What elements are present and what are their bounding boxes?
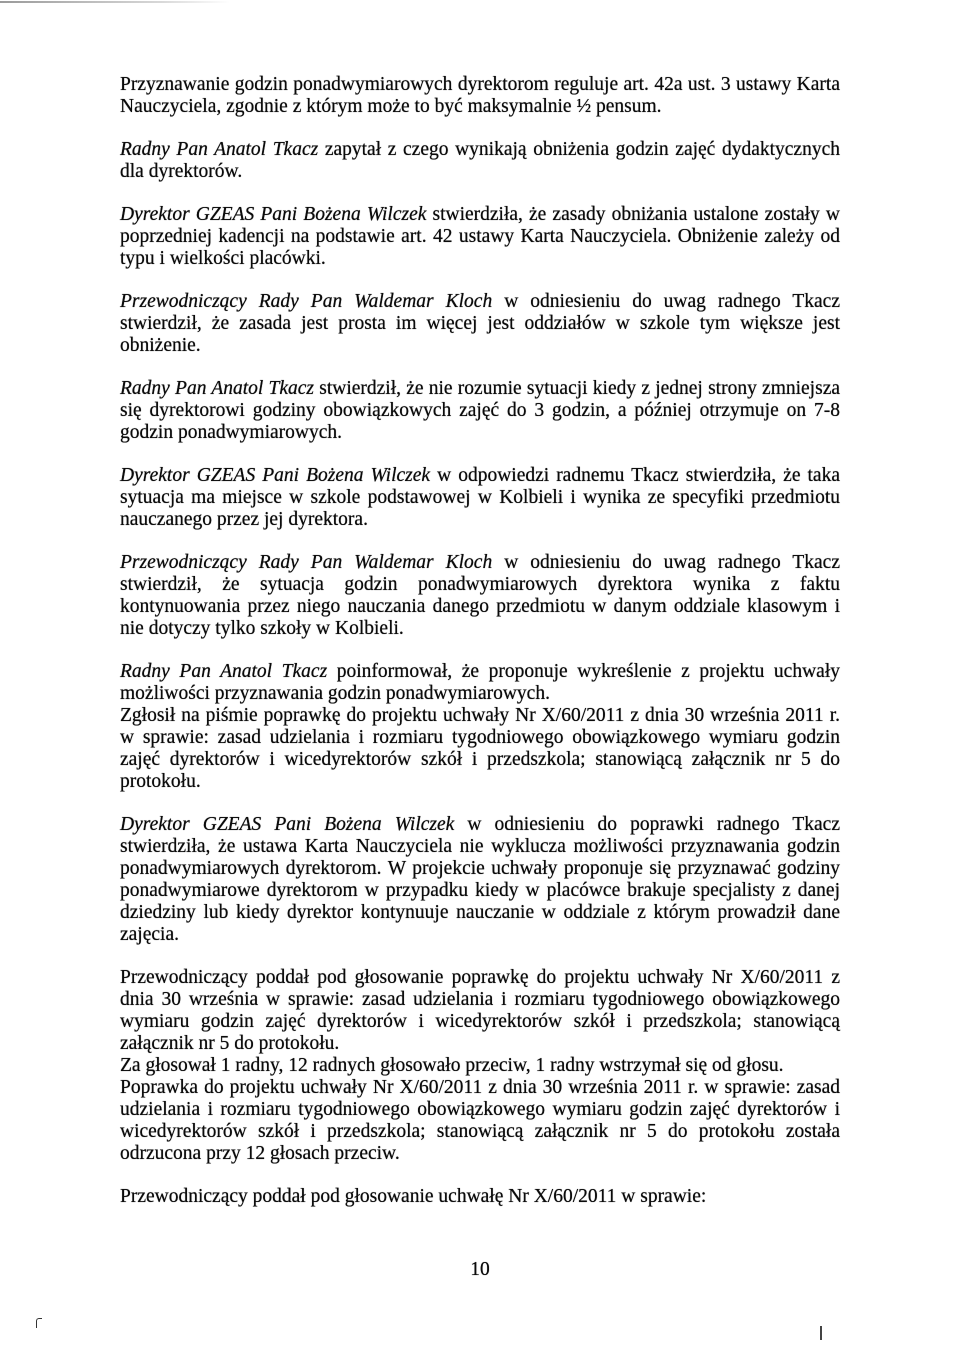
- paragraph: [120, 814, 840, 946]
- paragraph-text: Przyznawanie godzin ponadwymiarowych dyrektorom reguluje art. 42a ust. 3 ustawy Karta Nauczyciela, zgodnie z którym może to być maksymalnie ½ pensum.: [120, 74, 840, 117]
- paragraph: [120, 291, 840, 357]
- page-number: 10: [470, 1259, 490, 1280]
- paragraph: [120, 552, 840, 640]
- paragraph-text: stwierdziła, że zasady obniżania ustalone zostały w poprzedniej kadencji na podstawie art. 42 ustawy Karta Nauczyciela. Obniżenie zależy od typu i wielkości placówki.: [120, 204, 840, 269]
- vote-outcome: Poprawka do projektu uchwały Nr X/60/2011 z dnia 30 września 2011 r. w sprawie: zasad udzielania i rozmiaru tygodniowego obowiązkowego wymiaru godzin zajęć dyrektorów i wicedyrektorów szkół i przedszkola; stanowiącą załącznik nr 5 do protokołu została odrzucona przy 12 głosach przeciw.: [120, 1077, 840, 1164]
- paragraph: [120, 139, 840, 183]
- paragraph: [120, 74, 840, 118]
- speaker-name: Radny Pan Anatol Tkacz: [120, 139, 319, 160]
- paragraph-text: Przewodniczący poddał pod głosowanie uchwałę Nr X/60/2011 w sprawie:: [120, 1186, 707, 1207]
- paragraph-text: poinformował, że proponuje wykreślenie z projektu uchwały możliwości przyznawania godzin ponadwymiarowych.: [120, 661, 840, 704]
- scan-mark: [36, 1318, 42, 1328]
- paragraph: [120, 465, 840, 531]
- speaker-name: Dyrektor GZEAS Pani Bożena Wilczek: [120, 465, 431, 486]
- amendment-submission: Zgłosił na piśmie poprawkę do projektu uchwały Nr X/60/2011 z dnia 30 września 2011 r. w sprawie: zasad udzielania i rozmiaru tygodniowego obowiązkowego wymiaru godzin zajęć dyrektorów i wicedyrektorów szkół i przedszkola; stanowiącą załącznik nr 5 do protokołu.: [120, 705, 840, 792]
- paragraph-text: Przewodniczący poddał pod głosowanie poprawkę do projektu uchwały Nr X/60/2011 z dnia 30 września w sprawie: zasad udzielania i rozmiaru tygodniowego obowiązkowego wymiaru godzin zajęć dyrektorów i wicedyrektorów szkół i przedszkola; stanowiącą załącznik nr 5 do protokołu.: [120, 967, 840, 1054]
- paragraph-text: w odniesieniu do poprawki radnego Tkacz stwierdziła, że ustawa Karta Nauczyciela nie wyklucza możliwości przyznawania godzin ponadwymiarowych dyrektorom. W projekcie uchwały proponuje się przyznawać godziny ponadwymiarowe dyrektorom w przypadku kiedy w placówce brakuje specjalisty z danej dziedziny lub kiedy dyrektor kontynuuje nauczanie w oddziale z którym prowadził dane zajęcia.: [120, 814, 840, 945]
- vote-result: Za głosował 1 radny, 12 radnych głosowało przeciw, 1 radny wstrzymał się od głosu.: [120, 1055, 784, 1076]
- speaker-name: Radny Pan Anatol Tkacz: [120, 661, 328, 682]
- paragraph-text: w odpowiedzi radnemu Tkacz stwierdziła, że taka sytuacja ma miejsce w szkole podstawowej w Kolbieli i wynika ze specyfiki przedmiotu nauczanego przez jej dyrektora.: [120, 465, 840, 530]
- paragraph: [120, 378, 840, 444]
- speaker-name: Radny Pan Anatol Tkacz: [120, 378, 315, 399]
- paragraph-text: w odniesieniu do uwag radnego Tkacz stwierdził, że zasada jest prosta im więcej jest oddziałów w szkole tym większe jest obniżenie.: [120, 291, 840, 356]
- speaker-name: Dyrektor GZEAS Pani Bożena Wilczek: [120, 814, 455, 835]
- paragraph: [120, 204, 840, 270]
- scan-edge-mark: [0, 1, 230, 3]
- scan-mark: [820, 1326, 822, 1340]
- paragraph-text: zapytał z czego wynikają obniżenia godzin zajęć dydaktycznych dla dyrektorów.: [120, 139, 840, 182]
- paragraph: [120, 661, 840, 793]
- paragraph: [120, 1186, 840, 1208]
- speaker-name: Przewodniczący Rady Pan Waldemar Kloch: [120, 291, 493, 312]
- document-body: [120, 74, 840, 1229]
- paragraph-text: w odniesieniu do uwag radnego Tkacz stwierdził, że sytuacja godzin ponadwymiarowych dyrektora wynika z faktu kontynuowania przez niego nauczania danego przedmiotu w danym oddziale klasowym i nie dotyczy tylko szkoły w Kolbieli.: [120, 552, 840, 639]
- speaker-name: Przewodniczący Rady Pan Waldemar Kloch: [120, 552, 493, 573]
- speaker-name: Dyrektor GZEAS Pani Bożena Wilczek: [120, 204, 427, 225]
- paragraph-text: stwierdził, że nie rozumie sytuacji kiedy z jednej strony zmniejsza się dyrektorowi godziny obowiązkowych zajęć do 3 godzin, a później otrzymuje on 7-8 godzin ponadwymiarowych.: [120, 378, 840, 443]
- paragraph: [120, 967, 840, 1165]
